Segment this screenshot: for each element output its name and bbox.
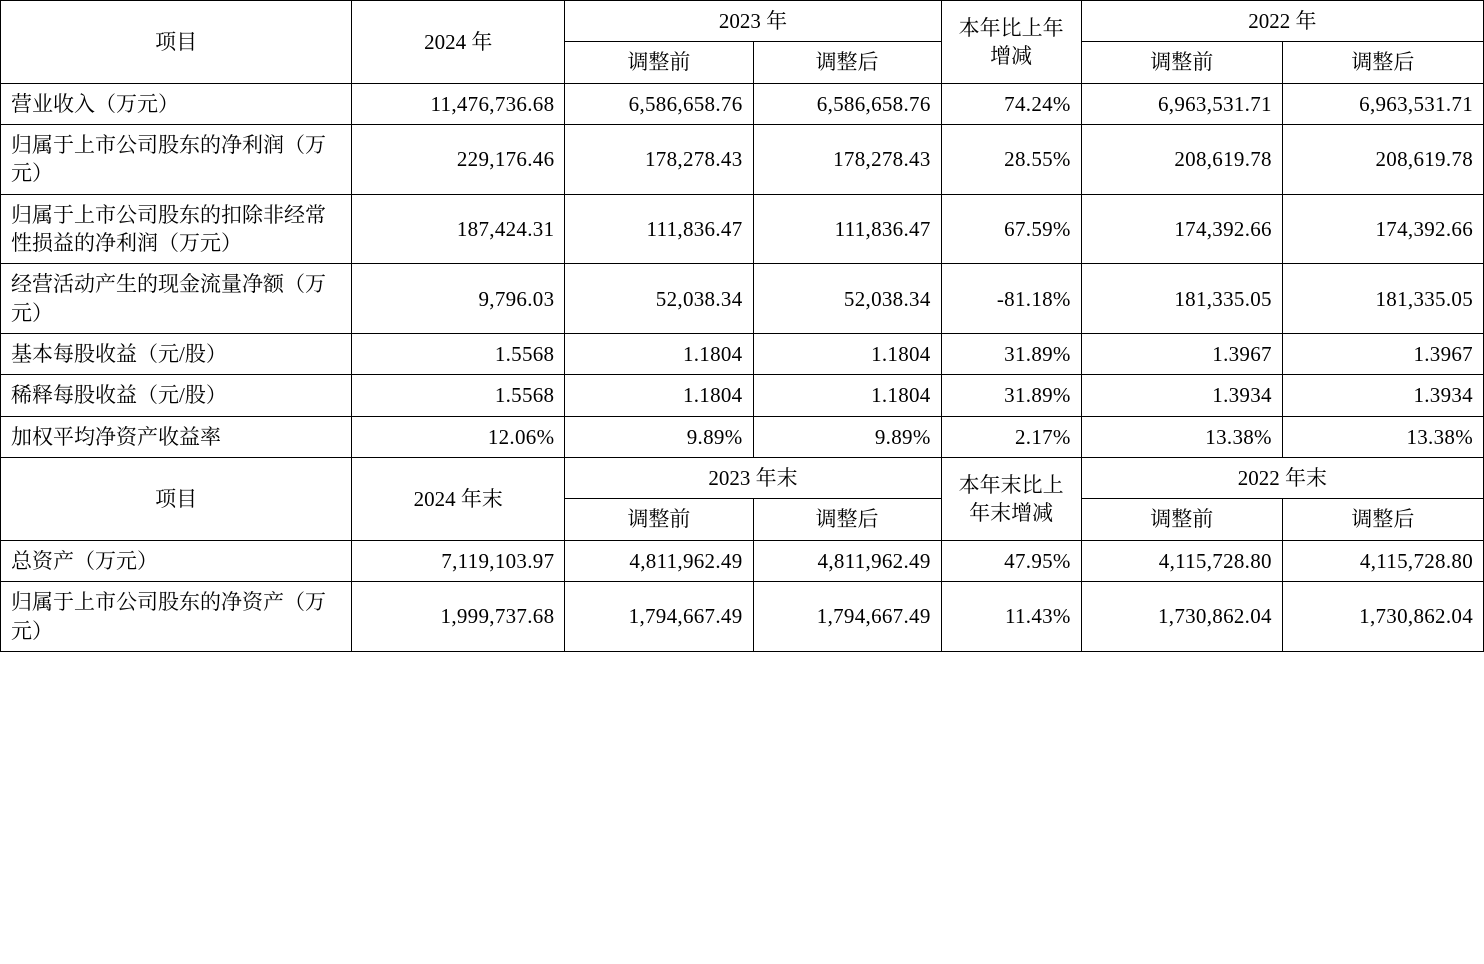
cell-2024: 187,424.31: [352, 194, 565, 264]
cell-change: 74.24%: [941, 83, 1081, 124]
cell-change: -81.18%: [941, 264, 1081, 334]
table1-header-row-1: [1, 1, 1484, 42]
cell-2022-before: 1.3967: [1081, 334, 1282, 375]
cell-change: 11.43%: [941, 582, 1081, 652]
cell-2022-after: 4,115,728.80: [1282, 540, 1483, 581]
row-label: 总资产（万元）: [1, 540, 352, 581]
cell-2022-after: 1,730,862.04: [1282, 582, 1483, 652]
table1-header-item: 项目: [1, 1, 352, 84]
cell-2022-before: 208,619.78: [1081, 125, 1282, 195]
table-row: [1, 264, 1484, 334]
cell-2023-before: 1.1804: [565, 334, 753, 375]
table1-subheader-2022-after: 调整后: [1282, 42, 1483, 83]
cell-2024: 7,119,103.97: [352, 540, 565, 581]
cell-change: 47.95%: [941, 540, 1081, 581]
cell-2022-before: 6,963,531.71: [1081, 83, 1282, 124]
row-label: 营业收入（万元）: [1, 83, 352, 124]
cell-change: 28.55%: [941, 125, 1081, 195]
table2-header-change: 本年末比上年末增减: [941, 458, 1081, 541]
cell-2024: 1,999,737.68: [352, 582, 565, 652]
cell-2022-before: 1.3934: [1081, 375, 1282, 416]
row-label: 加权平均净资产收益率: [1, 416, 352, 457]
table-row: [1, 125, 1484, 195]
cell-2023-before: 1,794,667.49: [565, 582, 753, 652]
table1-header-change: 本年比上年增减: [941, 1, 1081, 84]
cell-2024: 11,476,736.68: [352, 83, 565, 124]
table1-subheader-2022-before: 调整前: [1081, 42, 1282, 83]
table1-header-2023: 2023 年: [565, 1, 941, 42]
cell-2023-after: 1.1804: [753, 334, 941, 375]
cell-2023-before: 111,836.47: [565, 194, 753, 264]
cell-2023-after: 178,278.43: [753, 125, 941, 195]
cell-2023-after: 9.89%: [753, 416, 941, 457]
cell-2023-after: 1,794,667.49: [753, 582, 941, 652]
table2-header-row-1: [1, 458, 1484, 499]
table2-subheader-2023-before: 调整前: [565, 499, 753, 540]
cell-2022-before: 1,730,862.04: [1081, 582, 1282, 652]
cell-2023-after: 111,836.47: [753, 194, 941, 264]
cell-change: 2.17%: [941, 416, 1081, 457]
cell-2024: 229,176.46: [352, 125, 565, 195]
cell-2024: 9,796.03: [352, 264, 565, 334]
row-label: 稀释每股收益（元/股）: [1, 375, 352, 416]
cell-2024: 12.06%: [352, 416, 565, 457]
cell-2022-after: 13.38%: [1282, 416, 1483, 457]
table2-subheader-2022-before: 调整前: [1081, 499, 1282, 540]
cell-2022-after: 1.3967: [1282, 334, 1483, 375]
cell-2023-after: 6,586,658.76: [753, 83, 941, 124]
row-label: 归属于上市公司股东的扣除非经常性损益的净利润（万元）: [1, 194, 352, 264]
cell-2023-after: 52,038.34: [753, 264, 941, 334]
row-label: 基本每股收益（元/股）: [1, 334, 352, 375]
cell-2023-before: 1.1804: [565, 375, 753, 416]
table2-header-item: 项目: [1, 458, 352, 541]
cell-2022-after: 208,619.78: [1282, 125, 1483, 195]
table-row: [1, 582, 1484, 652]
table2-header-2022: 2022 年末: [1081, 458, 1483, 499]
cell-2022-after: 1.3934: [1282, 375, 1483, 416]
cell-2023-before: 4,811,962.49: [565, 540, 753, 581]
table1-subheader-2023-after: 调整后: [753, 42, 941, 83]
table-row: [1, 334, 1484, 375]
table2-header-2023: 2023 年末: [565, 458, 941, 499]
table-row: [1, 540, 1484, 581]
cell-2022-after: 174,392.66: [1282, 194, 1483, 264]
cell-2023-before: 178,278.43: [565, 125, 753, 195]
row-label: 归属于上市公司股东的净资产（万元）: [1, 582, 352, 652]
row-label: 归属于上市公司股东的净利润（万元）: [1, 125, 352, 195]
table-row: [1, 194, 1484, 264]
row-label: 经营活动产生的现金流量净额（万元）: [1, 264, 352, 334]
table2-subheader-2022-after: 调整后: [1282, 499, 1483, 540]
cell-2022-before: 174,392.66: [1081, 194, 1282, 264]
cell-2023-before: 52,038.34: [565, 264, 753, 334]
table2-header-2024: 2024 年末: [352, 458, 565, 541]
cell-2024: 1.5568: [352, 375, 565, 416]
cell-2022-before: 181,335.05: [1081, 264, 1282, 334]
table1-header-2024: 2024 年: [352, 1, 565, 84]
cell-2023-after: 4,811,962.49: [753, 540, 941, 581]
cell-2024: 1.5568: [352, 334, 565, 375]
table-row: [1, 375, 1484, 416]
cell-2023-before: 9.89%: [565, 416, 753, 457]
cell-2022-after: 181,335.05: [1282, 264, 1483, 334]
cell-2023-after: 1.1804: [753, 375, 941, 416]
cell-2022-after: 6,963,531.71: [1282, 83, 1483, 124]
table1-subheader-2023-before: 调整前: [565, 42, 753, 83]
table1-header-2022: 2022 年: [1081, 1, 1483, 42]
cell-change: 31.89%: [941, 375, 1081, 416]
cell-2022-before: 13.38%: [1081, 416, 1282, 457]
table2-subheader-2023-after: 调整后: [753, 499, 941, 540]
cell-change: 67.59%: [941, 194, 1081, 264]
cell-2023-before: 6,586,658.76: [565, 83, 753, 124]
table-row: [1, 416, 1484, 457]
table-row: [1, 83, 1484, 124]
cell-change: 31.89%: [941, 334, 1081, 375]
cell-2022-before: 4,115,728.80: [1081, 540, 1282, 581]
